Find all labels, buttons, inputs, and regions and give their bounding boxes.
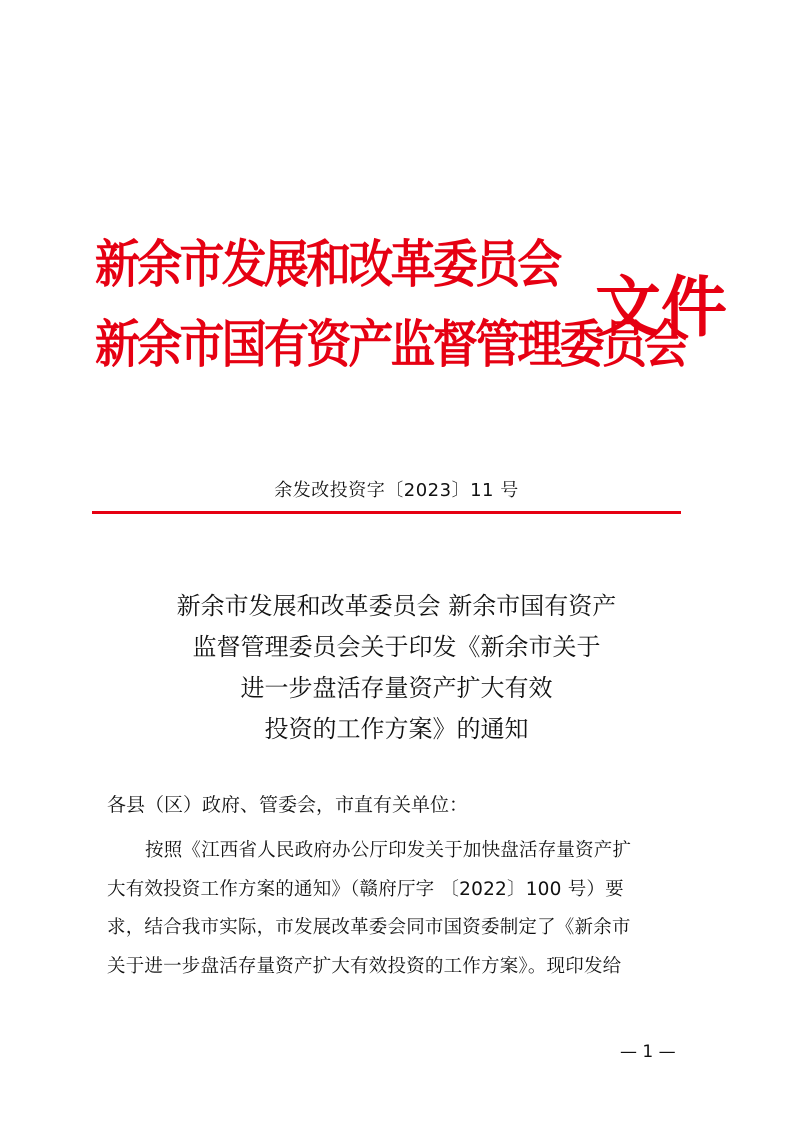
page-number: — 1 — — [620, 1042, 676, 1062]
body-line: 大有效投资工作方案的通知》（赣府厅字 〔2022〕100 号）要 — [107, 878, 624, 900]
red-divider — [92, 511, 681, 514]
document-header — [95, 215, 727, 405]
body-line: 关于进一步盘活存量资产扩大有效投资的工作方案》。现印发给 — [107, 955, 622, 977]
title-line: 投资的工作方案》的通知 — [264, 715, 529, 743]
document-type-label: 文件 — [595, 268, 727, 346]
document-title — [80, 586, 713, 750]
title-line: 监督管理委员会关于印发《新余市关于 — [192, 633, 601, 661]
document-number: 余发改投资字〔2023〕11 号 — [274, 480, 519, 501]
body-line: 按照《江西省人民政府办公厅印发关于加快盘活存量资产扩 — [145, 840, 632, 861]
body-paragraph — [107, 832, 697, 986]
issuer-line-2: 新余市国有资产监督管理委员会 — [95, 315, 687, 375]
body-line: 求，结合我市实际，市发展改革委会同市国资委制定了《新余市 — [107, 917, 631, 938]
title-line: 新余市发展和改革委员会 新余市国有资产 — [176, 592, 617, 620]
issuer-line-1: 新余市发展和改革委员会 — [95, 235, 560, 295]
title-line: 进一步盘活存量资产扩大有效 — [240, 674, 553, 702]
salutation: 各县（区）政府、管委会，市直有关单位： — [107, 794, 469, 816]
